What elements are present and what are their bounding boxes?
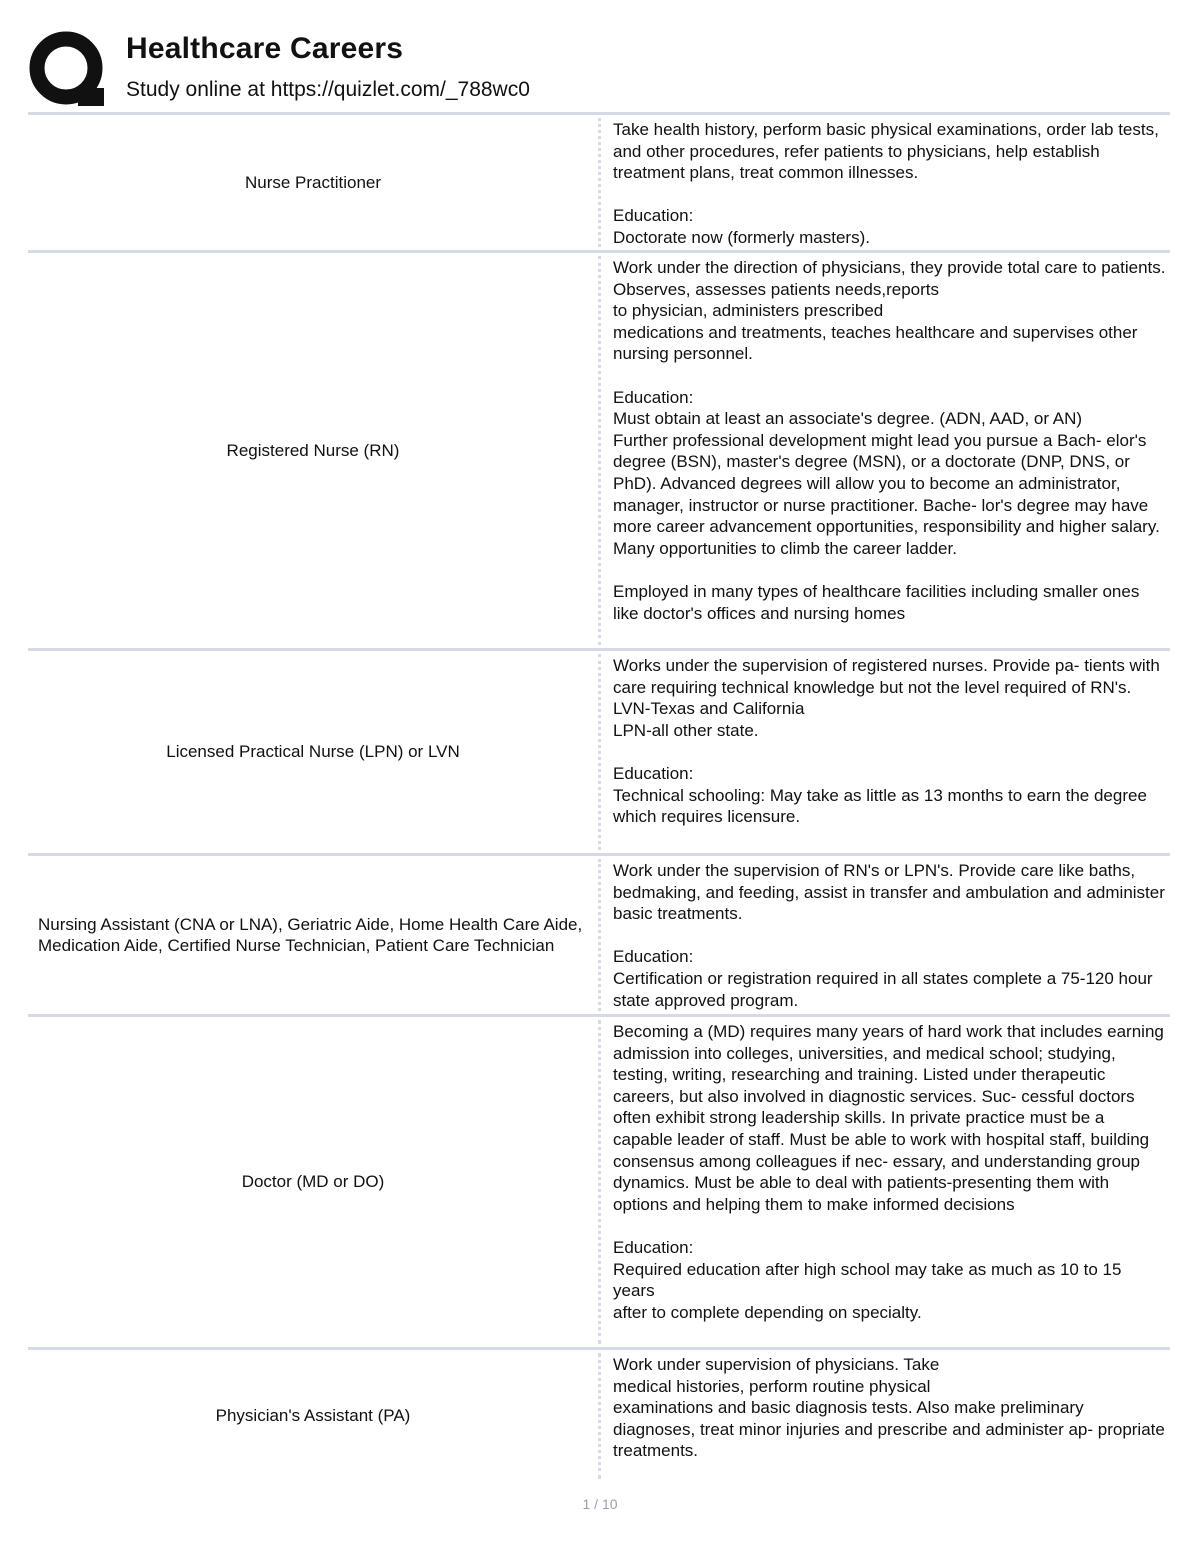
page-header	[28, 26, 1178, 112]
card-definition: Works under the supervision of registered nurses. Provide pa- tients with care requiring technical knowledge but not the level required of RN's. LVN-Texas and California LPN-all other state. Education: Technical schooling: May take as little as 13 months to earn the degree which requires licensure.	[613, 656, 1160, 827]
flashcard	[28, 1014, 1170, 1347]
card-term: Registered Nurse (RN)	[226, 440, 400, 460]
flashcard	[28, 1347, 1170, 1482]
flashcard	[28, 648, 1170, 853]
study-link-text: Study online at https://quizlet.com/_788wc0	[126, 78, 530, 101]
card-definition: Work under the direction of physicians, they provide total care to patients. Observes, assesses patients needs,reports to physician, administers prescribed medications and treatments, teaches healthcare and supervises other nursing personnel. Education: Must obtain at least an associate's degree. (ADN, AAD, or AN) Further professional development might lead you pursue a Bach- elor's degree (BSN), master's degree (MSN), or a doctorate (DNP, DNS, or PhD). Advanced degrees will allow you to become an administrator, manager, instructor or nurse practitioner. Bache- lor's degree may have more career advancement opportunities, responsibility and higher salary. Many opportunities to climb the career ladder. Employed in many types of healthcare facilities including smaller ones like doctor's offices and nursing homes	[613, 258, 1166, 623]
card-term: Licensed Practical Nurse (LPN) or LVN	[166, 742, 460, 762]
card-term: Physician's Assistant (PA)	[215, 1406, 411, 1426]
flashcard	[28, 250, 1170, 648]
card-definition: Work under the supervision of RN's or LPN's. Provide care like baths, bedmaking, and feeding, assist in transfer and ambulation and administer basic treatments. Education: Certification or registration required in all states complete a 75-120 hour state approved program.	[613, 861, 1165, 1010]
page-title: Healthcare Careers	[126, 32, 404, 65]
card-definition: Work under supervision of physicians. Take medical histories, perform routine physical examinations and basic diagnosis tests. Also make preliminary diagnoses, treat minor injuries and prescribe and administer ap- propriate treatments.	[613, 1355, 1165, 1461]
card-definition: Becoming a (MD) requires many years of hard work that includes earning admission into colleges, universities, and medical school; studying, testing, writing, researching and training. Listed under therapeutic careers, but also involved in diagnostic services. Suc- cessful doctors often exhibit strong leadership skills. In private practice must be a capable leader of staff. Must be able to work with hospital staff, building consensus among colleagues if nec- essary, and understanding group dynamics. Must be able to deal with patients-presenting them with options and helping them to make informed decisions Education: Required education after high school may take as much as 10 to 15 years after to complete depending on specialty.	[613, 1022, 1164, 1322]
quizlet-logo-icon	[28, 30, 108, 110]
card-definition: Take health history, perform basic physical examinations, order lab tests, and other procedures, refer patients to physicians, help establish treatment plans, treat common illnesses. Education: Doctorate now (formerly masters).	[613, 120, 1159, 247]
card-term: Doctor (MD or DO)	[241, 1172, 385, 1192]
card-term: Nurse Practitioner	[244, 172, 382, 192]
card-term: Nursing Assistant (CNA or LNA), Geriatric Aide, Home Health Care Aide, Medication Aide, Certified Nurse Technician, Patient Care Technician	[38, 914, 583, 955]
flashcard	[28, 112, 1170, 250]
flashcard-list	[28, 112, 1170, 1482]
flashcard	[28, 853, 1170, 1014]
page-number: 1 / 10	[582, 1496, 618, 1512]
